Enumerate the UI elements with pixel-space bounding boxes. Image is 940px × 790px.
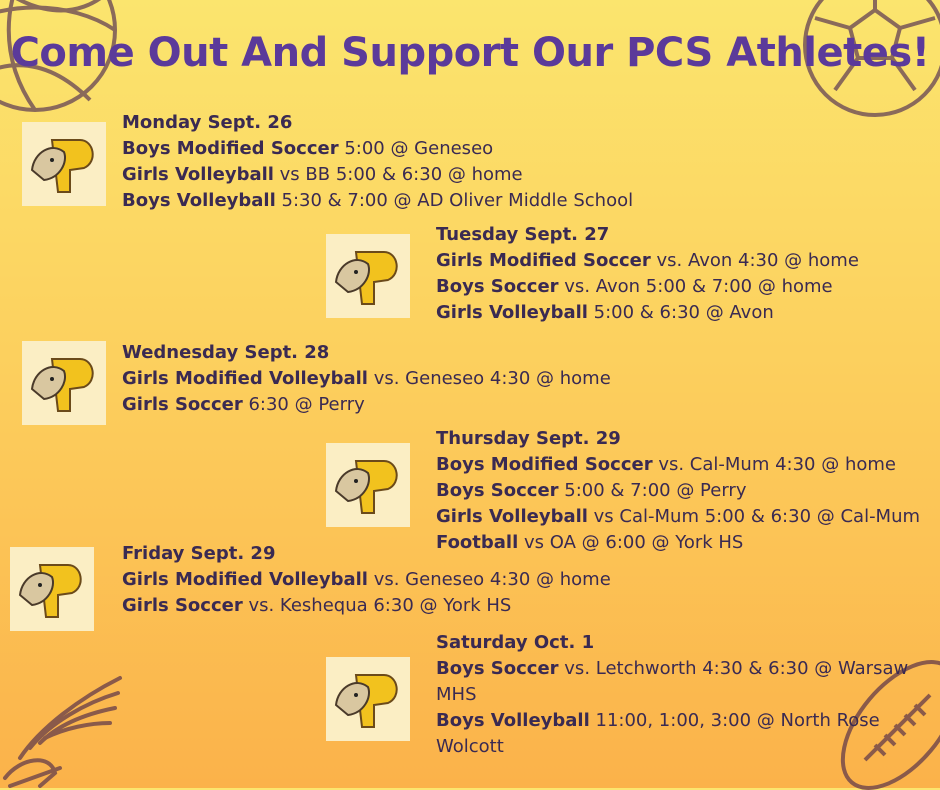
team-name: Girls Soccer — [122, 595, 243, 616]
event-details: 6:30 @ Perry — [242, 394, 365, 415]
event-details: vs. Geneseo 4:30 @ home — [367, 569, 611, 590]
team-name: Boys Soccer — [436, 658, 559, 679]
event-details: vs. Geneseo 4:30 @ home — [367, 368, 611, 389]
event-details: vs. Avon 5:00 & 7:00 @ home — [558, 276, 833, 297]
day-heading: Monday Sept. 26 — [122, 112, 293, 133]
event-details: vs. Letchworth 4:30 & 6:30 @ Warsaw — [558, 658, 909, 679]
event-line — [122, 392, 611, 418]
panther-logo-icon — [10, 547, 94, 631]
event-line — [436, 504, 920, 530]
day-block-tuesday — [436, 222, 859, 326]
panther-logo-icon — [326, 443, 410, 527]
event-details: vs Cal-Mum 5:00 & 6:30 @ Cal-Mum — [587, 506, 921, 527]
day-block-friday — [122, 541, 611, 619]
team-name: Girls Volleyball — [436, 302, 588, 323]
panther-logo-icon — [22, 122, 106, 206]
event-line — [436, 452, 920, 478]
team-name: Girls Modified Soccer — [436, 250, 651, 271]
event-line — [436, 708, 908, 734]
team-name: Boys Soccer — [436, 276, 559, 297]
panther-logo-icon — [326, 657, 410, 741]
event-details: 5:00 & 6:30 @ Avon — [587, 302, 774, 323]
event-details: vs BB 5:00 & 6:30 @ home — [273, 164, 523, 185]
event-details: Wolcott — [436, 736, 504, 757]
day-block-wednesday — [122, 340, 611, 418]
event-details: MHS — [436, 684, 477, 705]
event-line — [122, 567, 611, 593]
event-details: 5:30 & 7:00 @ AD Oliver Middle School — [275, 190, 634, 211]
event-line — [122, 366, 611, 392]
event-line — [122, 162, 633, 188]
event-line — [436, 682, 908, 708]
day-block-saturday — [436, 630, 908, 760]
event-line — [122, 188, 633, 214]
event-line — [436, 274, 859, 300]
event-line — [436, 300, 859, 326]
team-name: Girls Volleyball — [436, 506, 588, 527]
team-name: Boys Volleyball — [122, 190, 276, 211]
event-line — [436, 656, 908, 682]
day-heading: Friday Sept. 29 — [122, 543, 276, 564]
day-heading: Wednesday Sept. 28 — [122, 342, 330, 363]
page-title: Come Out And Support Our PCS Athletes! — [10, 30, 930, 76]
event-line — [436, 248, 859, 274]
event-details: vs. Keshequa 6:30 @ York HS — [242, 595, 512, 616]
winged-shoe-icon — [0, 668, 130, 788]
panther-logo-icon — [22, 341, 106, 425]
team-name: Girls Modified Volleyball — [122, 569, 368, 590]
team-name: Boys Soccer — [436, 480, 559, 501]
event-details: vs. Avon 4:30 @ home — [650, 250, 859, 271]
day-heading: Saturday Oct. 1 — [436, 632, 595, 653]
event-line — [436, 478, 920, 504]
team-name: Boys Modified Soccer — [436, 454, 653, 475]
event-line — [436, 734, 908, 760]
team-name: Girls Soccer — [122, 394, 243, 415]
team-name: Boys Modified Soccer — [122, 138, 339, 159]
event-details: 5:00 & 7:00 @ Perry — [558, 480, 747, 501]
team-name: Boys Volleyball — [436, 710, 590, 731]
event-line — [122, 136, 633, 162]
team-name: Girls Modified Volleyball — [122, 368, 368, 389]
panther-logo-icon — [326, 234, 410, 318]
day-block-thursday — [436, 426, 920, 556]
day-heading: Tuesday Sept. 27 — [436, 224, 610, 245]
event-details: 11:00, 1:00, 3:00 @ North Rose — [589, 710, 880, 731]
event-line — [122, 593, 611, 619]
event-details: vs. Cal-Mum 4:30 @ home — [652, 454, 896, 475]
team-name: Football — [436, 532, 519, 553]
day-heading: Thursday Sept. 29 — [436, 428, 621, 449]
event-details: 5:00 @ Geneseo — [338, 138, 494, 159]
day-block-monday — [122, 110, 633, 214]
event-details: vs OA @ 6:00 @ York HS — [518, 532, 744, 553]
team-name: Girls Volleyball — [122, 164, 274, 185]
